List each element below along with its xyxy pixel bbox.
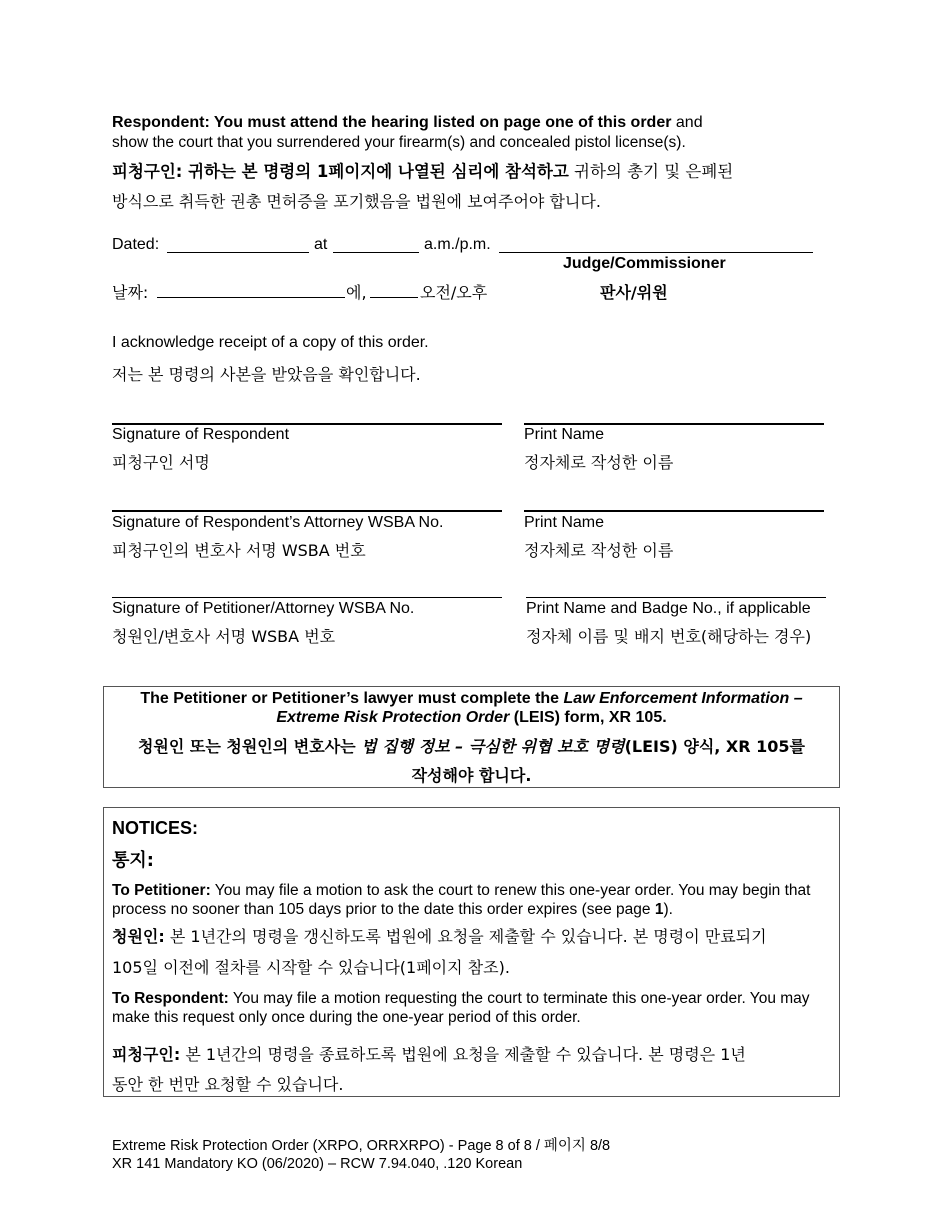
- leis-notice-box: [103, 686, 840, 788]
- notice-petitioner-bold: To Petitioner:: [112, 882, 211, 899]
- leis-en-text: [104, 689, 839, 727]
- notice-respondent-ko-line2: 동안 한 번만 요청할 수 있습니다.: [112, 1075, 344, 1094]
- notice-petitioner-end: ).: [663, 901, 673, 918]
- print-name-badge-line[interactable]: [526, 597, 826, 598]
- judge-ko-label: 판사/위원: [600, 283, 668, 302]
- dated-ko-label: 날짜:: [112, 283, 149, 302]
- notice-petitioner-ko-line2: 105일 이전에 절차를 시작할 수 있습니다(1페이지 참조).: [112, 958, 510, 977]
- leis-ko-text: [104, 732, 839, 790]
- print-name-ko-1: 정자체로 작성한 이름: [524, 453, 674, 472]
- acknowledge-ko: 저는 본 명령의 사본을 받았음을 확인합니다.: [112, 365, 421, 384]
- dated-time-line[interactable]: [333, 252, 419, 253]
- petitioner-signature-label: Signature of Petitioner/Attorney WSBA No.: [112, 600, 415, 617]
- respondent-notice-ko-bold: 피청구인: 귀하는 본 명령의 1페이지에 나열된 심리에 참석하고: [112, 162, 569, 181]
- petitioner-signature-line[interactable]: [112, 597, 502, 598]
- print-name-line-2[interactable]: [524, 510, 824, 512]
- leis-en-italic: Law Enforcement Information –: [563, 690, 803, 707]
- dated-ko-time-line[interactable]: [370, 297, 418, 298]
- dated-ko-ampm: 오전/오후: [420, 283, 488, 302]
- respondent-notice-en-line1: [112, 114, 703, 132]
- respondent-signature-label: Signature of Respondent: [112, 426, 290, 443]
- leis-ko-b: (LEIS) 양식, XR 105를: [624, 737, 806, 756]
- judge-label: Judge/Commissioner: [563, 255, 726, 272]
- notice-respondent-ko-text1: 본 1년간의 명령을 종료하도록 법원에 요청을 제출할 수 있습니다. 본 명령은 1년: [180, 1045, 746, 1064]
- notice-petitioner-page: 1: [654, 901, 664, 918]
- notices-title-ko: 통지:: [112, 850, 154, 871]
- respondent-notice-ko-line1: [112, 158, 733, 182]
- dated-ko-date-line[interactable]: [157, 297, 345, 298]
- dated-ampm: a.m./p.m.: [424, 236, 491, 253]
- notice-petitioner-ko-line1: [112, 924, 767, 947]
- respondent-notice-en-line2: show the court that you surrendered your firearm(s) and concealed pistol license(s).: [112, 134, 686, 151]
- print-name-line-1[interactable]: [524, 423, 824, 425]
- acknowledge-en: I acknowledge receipt of a copy of this order.: [112, 334, 429, 351]
- respondent-notice-rest: and: [671, 114, 703, 131]
- notices-box: [103, 807, 840, 1097]
- dated-label: Dated:: [112, 236, 160, 253]
- notice-petitioner-text: You may file a motion to ask the court to renew this one-year order. You may begin that process no sooner than 105 days prior to the date this order expires (see page: [112, 882, 811, 918]
- dated-ko-at: 에,: [346, 283, 367, 302]
- respondent-notice-bold: Respondent: You must attend the hearing listed on page one of this order: [112, 114, 672, 131]
- respondent-signature-ko: 피청구인 서명: [112, 453, 210, 472]
- notice-petitioner-en: [112, 881, 824, 919]
- notice-respondent-text: You may file a motion requesting the court to terminate this one-year order. You may make this request only once during the one-year period of this order.: [112, 990, 810, 1026]
- respondent-signature-line[interactable]: [112, 423, 502, 425]
- respondent-notice-ko-rest: 귀하의 총기 및 은폐된: [568, 162, 734, 181]
- print-name-ko-2: 정자체로 작성한 이름: [524, 541, 674, 560]
- footer-line2: XR 141 Mandatory KO (06/2020) – RCW 7.94.040, .120 Korean: [112, 1156, 523, 1172]
- attorney-signature-label: Signature of Respondent’s Attorney WSBA No.: [112, 514, 444, 531]
- respondent-notice-ko-line2: 방식으로 취득한 권총 면허증을 포기했음을 법원에 보여주어야 합니다.: [112, 192, 601, 211]
- print-name-badge-ko: 정자체 이름 및 배지 번호(해당하는 경우): [526, 627, 812, 646]
- petitioner-signature-ko: 청원인/변호사 서명 WSBA 번호: [112, 627, 336, 646]
- attorney-signature-ko: 피청구인의 변호사 서명 WSBA 번호: [112, 541, 366, 560]
- attorney-signature-line[interactable]: [112, 510, 502, 512]
- leis-ko-italic: 법 집행 정보 – 극심한 위협 보호 명령: [361, 737, 625, 756]
- leis-en-b: (LEIS) form, XR 105.: [509, 709, 667, 726]
- notice-petitioner-ko-text1: 본 1년간의 명령을 갱신하도록 법원에 요청을 제출할 수 있습니다. 본 명령이 만료되기: [164, 927, 767, 946]
- notices-title-en: NOTICES:: [112, 818, 199, 838]
- dated-at: at: [314, 236, 328, 253]
- print-name-label-2: Print Name: [524, 514, 605, 531]
- notice-petitioner-ko-bold: 청원인:: [112, 927, 165, 946]
- print-name-badge-label: Print Name and Badge No., if applicable: [526, 600, 811, 617]
- leis-en-a: The Petitioner or Petitioner’s lawyer must complete the: [140, 690, 564, 707]
- leis-en-italic2: Extreme Risk Protection Order: [276, 709, 510, 726]
- notice-respondent-ko-line1: [112, 1042, 746, 1065]
- leis-ko-line2: 작성해야 합니다.: [411, 766, 532, 785]
- notice-respondent-bold: To Respondent:: [112, 990, 229, 1007]
- footer-line1: Extreme Risk Protection Order (XRPO, ORRXRPO) - Page 8 of 8 / 페이지 8/8: [112, 1138, 611, 1154]
- dated-date-line[interactable]: [167, 252, 309, 253]
- notice-respondent-ko-bold: 피청구인:: [112, 1045, 181, 1064]
- notice-respondent-en: [112, 989, 832, 1027]
- print-name-label-1: Print Name: [524, 426, 605, 443]
- leis-ko-a: 청원인 또는 청원인의 변호사는: [137, 737, 362, 756]
- judge-signature-line[interactable]: [499, 252, 813, 253]
